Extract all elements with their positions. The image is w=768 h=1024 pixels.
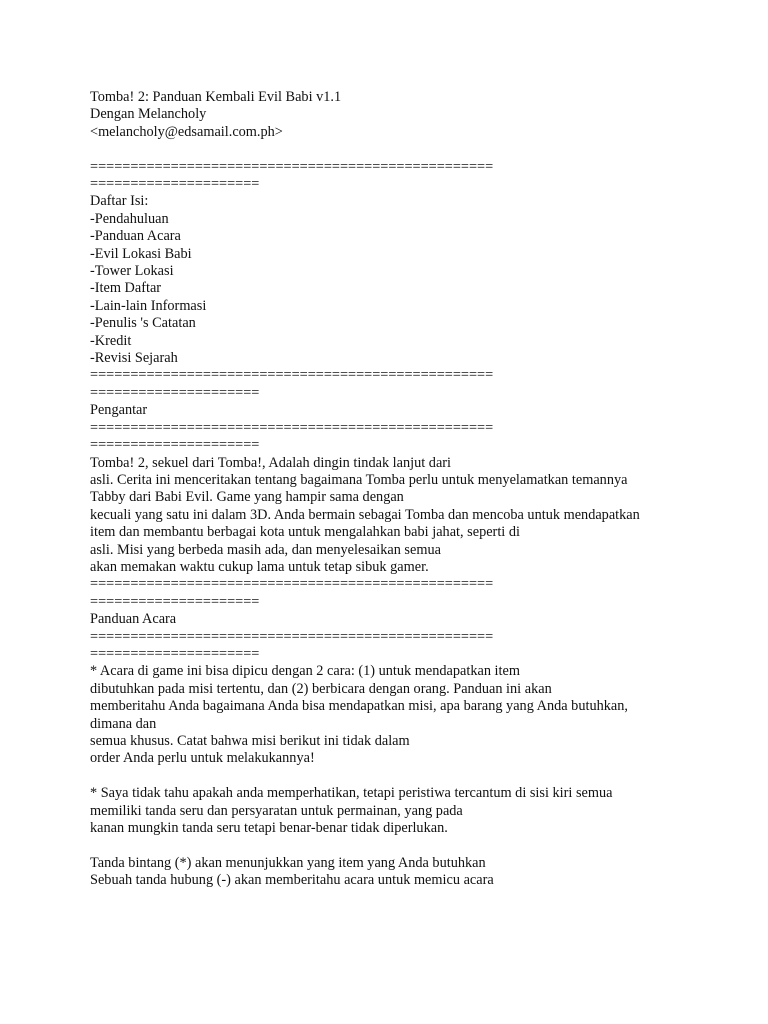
document-author: Dengan Melancholy [90,106,207,123]
intro-line: kecuali yang satu ini dalam 3D. Anda bermain sebagai Tomba dan mencoba untuk mendapatkan [90,506,640,523]
toc-item: -Lain-lain Informasi [90,297,207,314]
intro-line: asli. Misi yang berbeda masih ada, dan menyelesaikan semua [90,541,441,558]
guide-line: * Acara di game ini bisa dipicu dengan 2 cara: (1) untuk mendapatkan item [90,663,520,680]
toc-item: -Revisi Sejarah [90,350,178,367]
guide-heading: Panduan Acara [90,611,177,628]
guide-line: dimana dan [90,715,157,732]
guide-line: order Anda perlu untuk melakukannya! [90,750,315,767]
intro-line: akan memakan waktu cukup lama untuk tetap sibuk gamer. [90,558,429,575]
divider-long: ================================================== [90,419,494,436]
toc-item: -Pendahuluan [90,210,169,227]
toc-item: -Panduan Acara [90,228,181,245]
divider-long: ================================================== [90,628,494,645]
intro-line: asli. Cerita ini menceritakan tentang bagaimana Tomba perlu untuk menyelamatkan temannya [90,471,628,488]
guide-line: kanan mungkin tanda seru tetapi benar-benar tidak diperlukan. [90,820,448,837]
divider-short: ===================== [90,593,260,610]
intro-line: Tabby dari Babi Evil. Game yang hampir sama dengan [90,489,404,506]
divider-short: ===================== [90,384,260,401]
author-email: <melancholy@edsamail.com.ph> [90,123,283,140]
toc-item: -Evil Lokasi Babi [90,245,192,262]
spacer [90,141,750,158]
guide-line: memiliki tanda seru dan persyaratan untuk permainan, yang pada [90,802,463,819]
toc-heading: Daftar Isi: [90,193,149,210]
intro-heading: Pengantar [90,402,148,419]
guide-line: * Saya tidak tahu apakah anda memperhatikan, tetapi peristiwa tercantum di sisi kiri semua [90,785,613,802]
spacer [90,768,750,785]
guide-line: Tanda bintang (*) akan menunjukkan yang item yang Anda butuhkan [90,854,486,871]
guide-line: Sebuah tanda hubung (-) akan memberitahu acara untuk memicu acara [90,872,494,889]
toc-item: -Item Daftar [90,280,162,297]
spacer [90,837,750,854]
divider-long: ================================================== [90,367,494,384]
guide-line: semua khusus. Catat bahwa misi berikut ini tidak dalam [90,733,410,750]
toc-item: -Penulis 's Catatan [90,315,196,332]
guide-line: memberitahu Anda bagaimana Anda bisa mendapatkan misi, apa barang yang Anda butuhkan, [90,698,628,715]
intro-line: Tomba! 2, sekuel dari Tomba!, Adalah dingin tindak lanjut dari [90,454,452,471]
divider-short: ===================== [90,645,260,662]
document-title: Tomba! 2: Panduan Kembali Evil Babi v1.1 [90,89,342,105]
document-body [90,89,750,890]
divider-long: ================================================== [90,576,494,593]
divider-short: ===================== [90,176,260,193]
divider-long: ================================================== [90,158,494,175]
toc-item: -Kredit [90,332,132,349]
divider-short: ===================== [90,437,260,454]
toc-item: -Tower Lokasi [90,263,174,280]
intro-line: item dan membantu berbagai kota untuk mengalahkan babi jahat, seperti di [90,524,520,541]
guide-line: dibutuhkan pada misi tertentu, dan (2) berbicara dengan orang. Panduan ini akan [90,680,552,697]
